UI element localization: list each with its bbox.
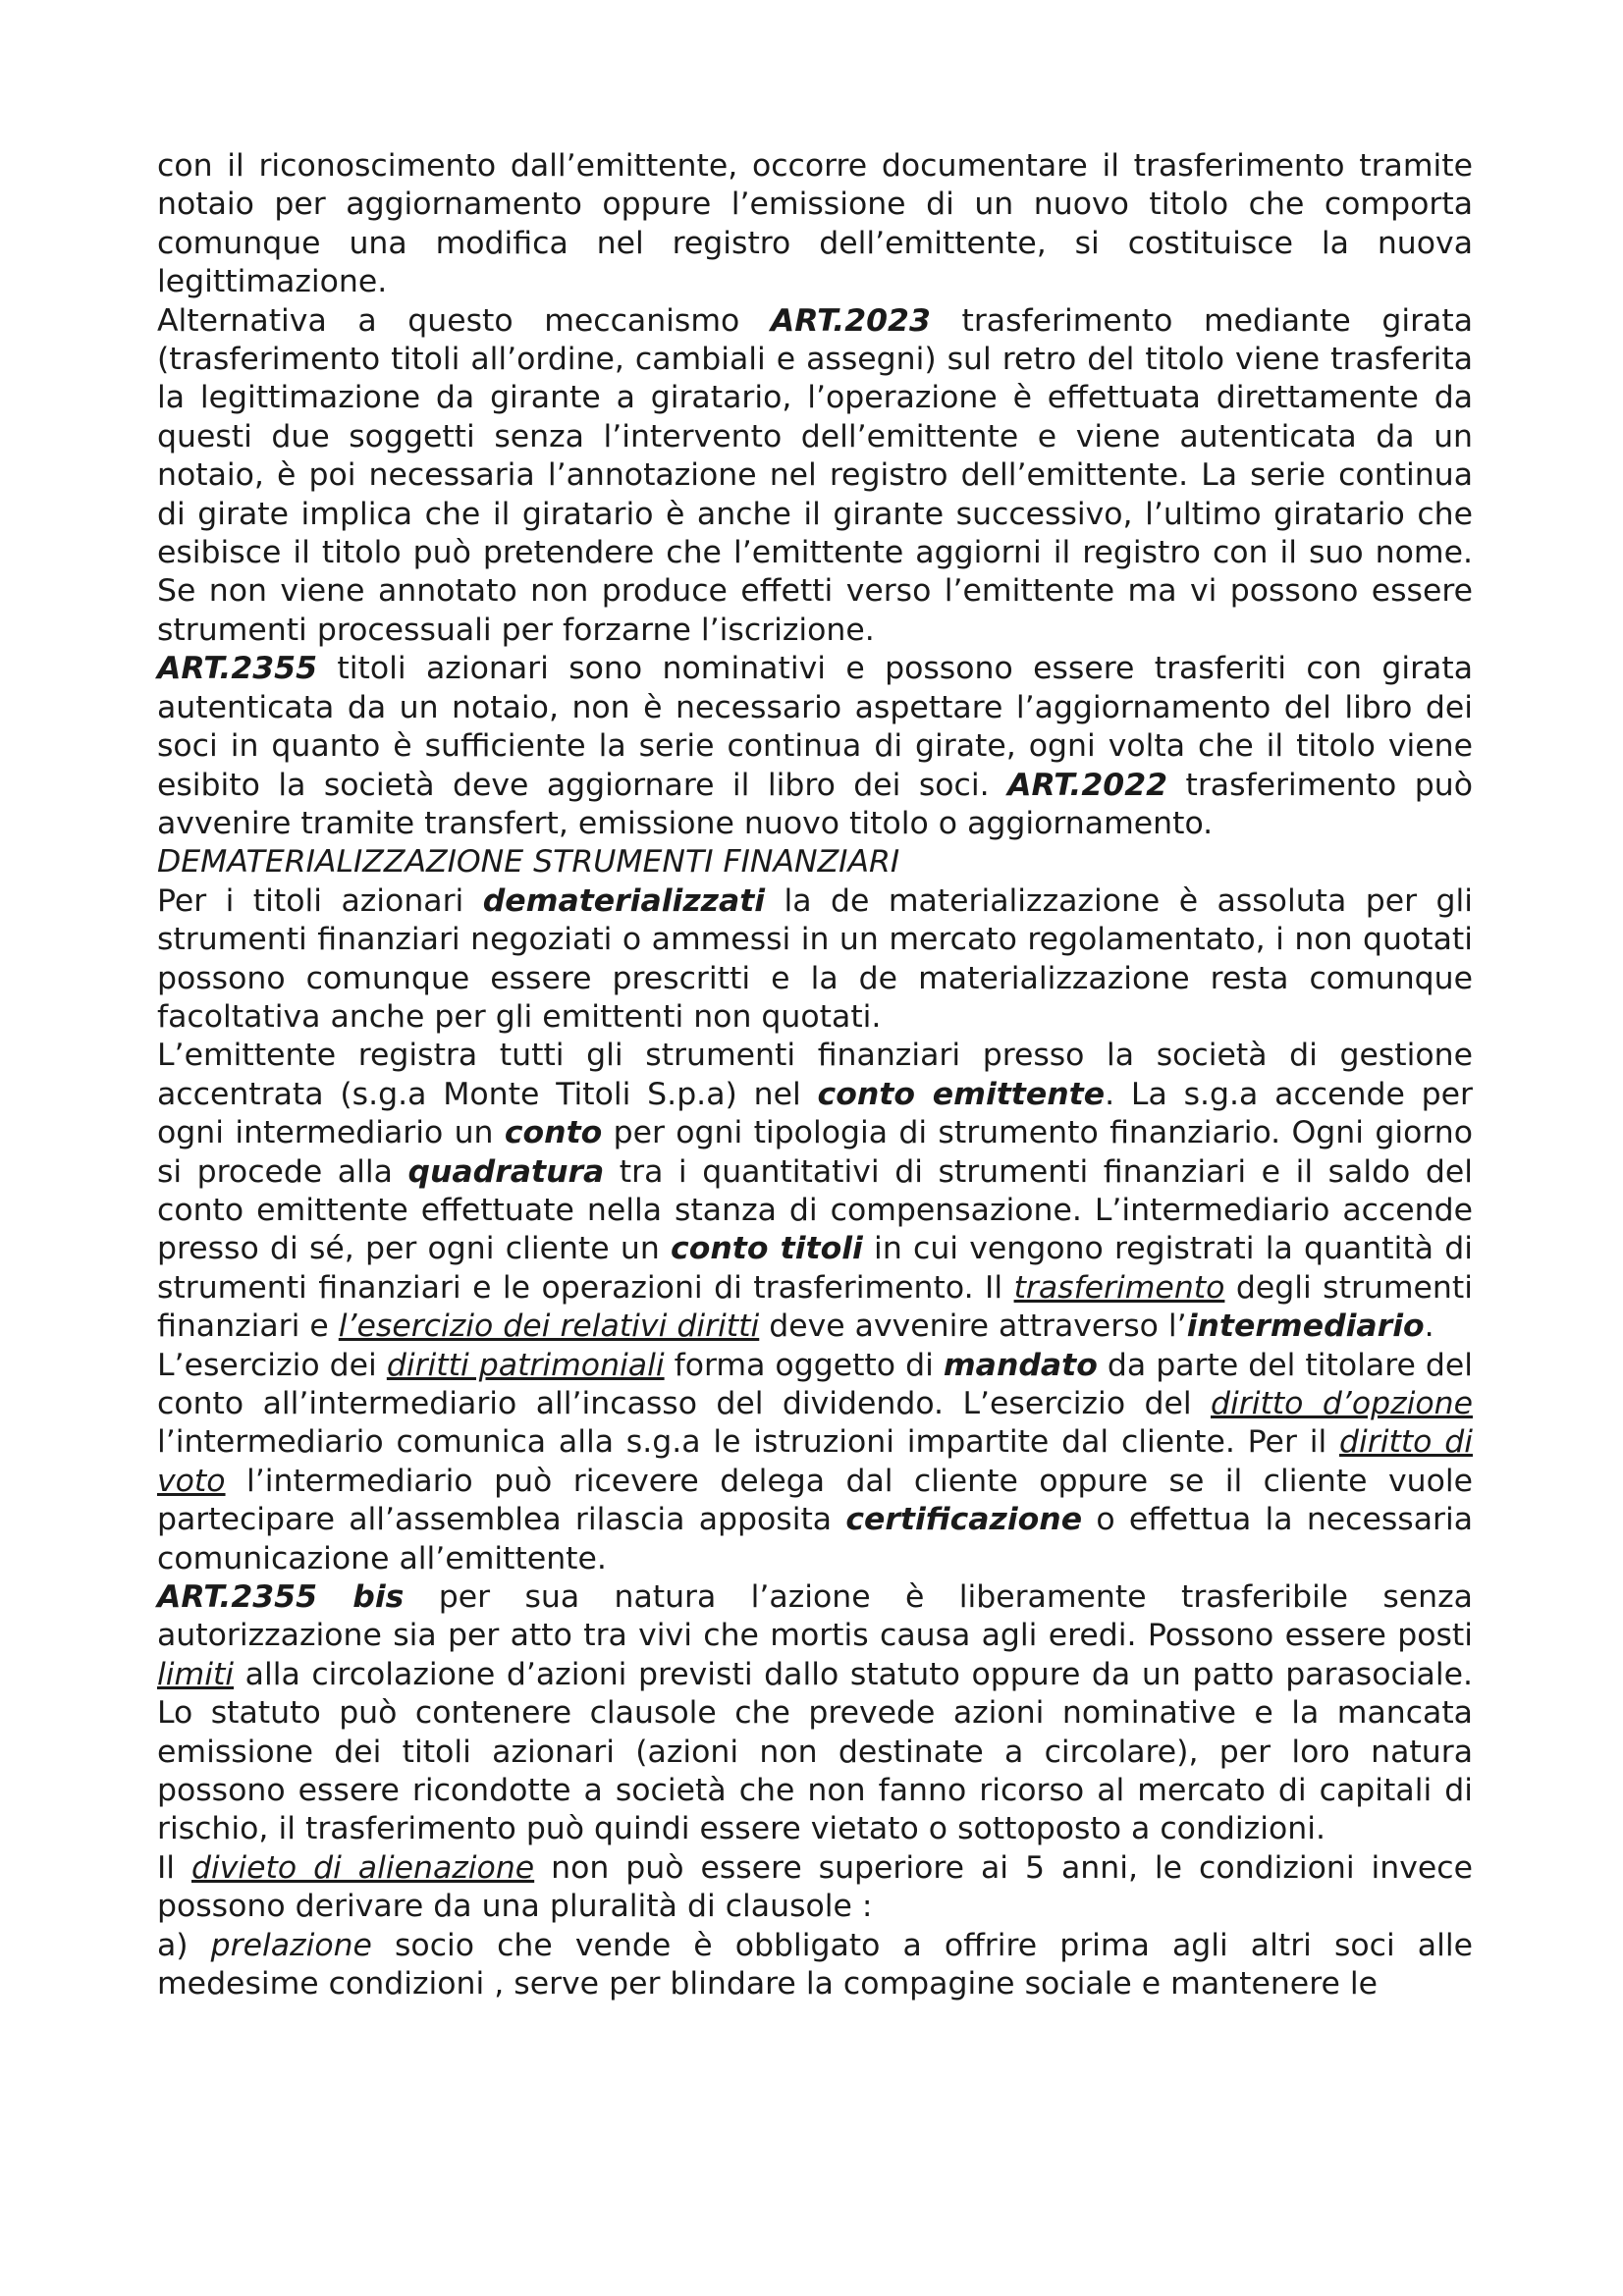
bold-italic-term: certificazione	[845, 1502, 1083, 1538]
text-run: l’intermediario può ricevere delega dal cliente oppure se il cliente vuole partecipare all’assemblea rilascia apposita	[157, 1463, 1473, 1538]
para-dematerializzati	[157, 882, 1473, 1038]
text-run: in cui vengono registrati la quantità di strumenti finanziari e le operazioni di trasferimento. Il	[157, 1231, 1473, 1306]
text-run: o effettua la necessaria comunicazione all’emittente.	[157, 1502, 1474, 1576]
bold-italic-term: conto titoli	[671, 1231, 863, 1267]
text-run: deve avvenire attraverso l’	[759, 1308, 1187, 1345]
text-run: alla circolazione d’azioni previsti dallo statuto oppure da un patto parasociale. Lo statuto può contenere clausole che prevede azioni nominative e la mancata emissione dei titoli azionari (azioni non destinate a circolare), per loro natura possono essere ricondotte a società che non fanno ricorso al mercato di capitali di rischio, il trasferimento può quindi essere vietato o sottoposto a condizioni.	[157, 1656, 1473, 1847]
document-page	[157, 147, 1473, 2004]
text-run: per ogni tipologia di strumento finanziario. Ogni giorno si procede alla	[157, 1115, 1474, 1190]
text-run: Alternativa a questo meccanismo	[157, 302, 771, 339]
para-emittente	[157, 1037, 1473, 1346]
text-run: titoli azionari sono nominativi e possono essere trasferiti con girata autenticata da un notaio, non è necessario aspettare l’aggiornamento del libro dei soci in quanto è sufficiente la serie continua di girate, ogni volta che il titolo viene esibito la società deve aggiornare il libro dei soci.	[157, 651, 1473, 803]
bold-italic-term: ART.2355	[157, 651, 317, 687]
para-art2023	[157, 302, 1473, 651]
para-diritti	[157, 1347, 1473, 1578]
bold-italic-term: mandato	[943, 1347, 1098, 1383]
text-run: . La s.g.a accende per ogni intermediario un	[157, 1076, 1473, 1151]
underlined-term: diritto di voto	[157, 1424, 1473, 1499]
text-run: forma oggetto di	[664, 1347, 944, 1383]
text-run: la de materializzazione è assoluta per gli strumenti finanziari negoziati o ammessi in un mercato regolamentato, i non quotati possono comunque essere prescritti e la de materializzazione resta comunque facoltativa anche per gli emittenti non quotati.	[157, 882, 1473, 1035]
para-prelazione	[157, 1927, 1473, 2004]
bold-italic-term: quadratura	[407, 1153, 605, 1190]
para-art2355	[157, 650, 1473, 843]
text-run: con il riconoscimento dall’emittente, occorre documentare il trasferimento tramite notaio per aggiornamento oppure l’emissione di un nuovo titolo che comporta comunque una modifica nel registro dell’emittente, si costituisce la nuova legittimazione.	[157, 148, 1473, 300]
section-heading-dematerializzazione	[157, 843, 1473, 881]
text-run: degli strumenti finanziari e	[157, 1269, 1473, 1345]
text-run: per sua natura l’azione è liberamente trasferibile senza autorizzazione sia per atto tra vivi che mortis causa agli eredi. Possono essere posti	[157, 1579, 1473, 1654]
underlined-term: l’esercizio dei relativi diritti	[338, 1308, 760, 1345]
text-run: trasferimento può avvenire tramite transfert, emissione nuovo titolo o aggiornamento.	[157, 767, 1473, 841]
underlined-term: limiti	[157, 1656, 235, 1692]
underlined-term: divieto di alienazione	[191, 1849, 535, 1886]
text-run: a)	[157, 1927, 211, 1963]
bold-italic-term: ART.2022	[1007, 767, 1168, 803]
text-run: Per i titoli azionari	[157, 882, 483, 919]
underlined-term: diritto d’opzione	[1211, 1386, 1473, 1421]
para-intro	[157, 147, 1473, 302]
italic-text: DEMATERIALIZZAZIONE STRUMENTI FINANZIARI	[157, 844, 900, 881]
bold-italic-term: intermediario	[1186, 1308, 1425, 1345]
text-run: l’intermediario comunica alla s.g.a le istruzioni impartite dal cliente. Per il	[157, 1424, 1340, 1461]
bold-italic-term: conto	[504, 1115, 603, 1151]
underlined-term: trasferimento	[1013, 1269, 1225, 1306]
text-run: trasferimento mediante girata (trasferimento titoli all’ordine, cambiali e assegni) sul retro del titolo viene trasferita la legittimazione da girante a giratario, l’operazione è effettuata direttamente da questi due soggetti senza l’intervento dell’emittente e viene autenticata da un notaio, è poi necessaria l’annotazione nel registro dell’emittente. La serie continua di girate implica che il giratario è anche il girante successivo, l’ultimo giratario che esibisce il titolo può pretendere che l’emittente aggiorni il registro con il suo nome. Se non viene annotato non produce effetti verso l’emittente ma vi possono essere strumenti processuali per forzarne l’iscrizione.	[157, 302, 1474, 648]
para-art2355bis	[157, 1578, 1473, 1849]
text-run: Il	[157, 1849, 191, 1886]
bold-italic-term: dematerializzati	[482, 882, 766, 919]
underlined-term: diritti patrimoniali	[386, 1347, 665, 1383]
text-run: non può essere superiore ai 5 anni, le condizioni invece possono derivare da una pluralità di clausole :	[157, 1849, 1473, 1925]
bold-italic-term: ART.2023	[770, 302, 931, 339]
text-run: socio che vende è obbligato a offrire prima agli altri soci alle medesime condizioni , serve per blindare la compagine sociale e mantenere le	[157, 1927, 1473, 2002]
text-run: .	[1424, 1308, 1434, 1345]
text-run: tra i quantitativi di strumenti finanziari e il saldo del conto emittente effettuate nella stanza di compensazione. L’intermediario accende presso di sé, per ogni cliente un	[157, 1153, 1473, 1267]
text-run: da parte del titolare del conto all’intermediario all’incasso del dividendo. L’esercizio del	[157, 1347, 1474, 1421]
bold-italic-term: conto emittente	[817, 1076, 1106, 1112]
text-run: L’emittente registra tutti gli strumenti finanziari presso la società di gestione accentrata (s.g.a Monte Titoli S.p.a) nel	[157, 1038, 1473, 1112]
para-divieto	[157, 1849, 1473, 1927]
italic-text: prelazione	[210, 1927, 372, 1963]
text-run: L’esercizio dei	[157, 1347, 387, 1383]
bold-italic-term: ART.2355 bis	[157, 1579, 405, 1616]
